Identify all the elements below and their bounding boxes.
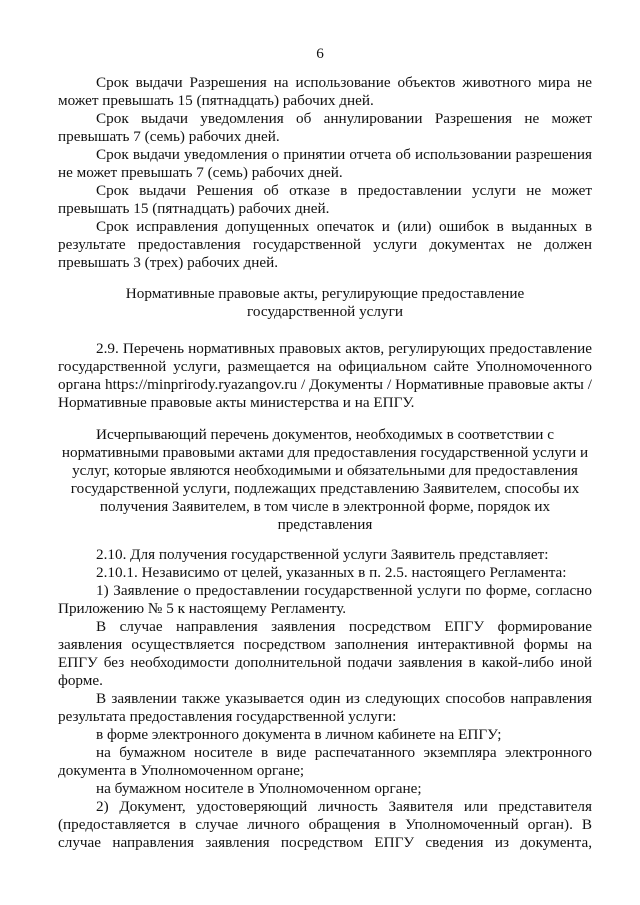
- section-heading: Нормативные правовые акты, регулирующие предоставление: [125, 285, 525, 302]
- paragraph-line: 2.9. Перечень нормативных правовых актов, регулирующих предоставление: [96, 340, 592, 357]
- paragraph-line: В заявлении также указывается один из следующих способов направления: [96, 690, 592, 707]
- paragraph-line: результате предоставления государственной услуги документах не должен: [58, 236, 592, 253]
- paragraph-line: 2.10. Для получения государственной услуги Заявитель представляет:: [96, 546, 549, 563]
- paragraph-line: Срок выдачи уведомления об аннулировании Разрешения не может: [96, 110, 592, 127]
- page-number: 6: [316, 45, 324, 62]
- paragraph-line: государственной услуги, размещается на официальном сайте Уполномоченного: [58, 358, 592, 375]
- paragraph-line: заявления осуществляется посредством заполнения интерактивной формы на: [58, 636, 592, 653]
- paragraph-line: случае направления заявления посредством ЕПГУ сведения из документа,: [58, 834, 592, 851]
- paragraph-line: результата предоставления государственной услуги:: [58, 708, 397, 725]
- paragraph-line: превышать 7 (семь) рабочих дней.: [58, 128, 280, 145]
- paragraph-line: форме.: [58, 672, 103, 689]
- section-heading: получения Заявителем, в том числе в электронной форме, порядок их: [99, 498, 551, 515]
- paragraph-line: 1) Заявление о предоставлении государственной услуги по форме, согласно: [96, 582, 592, 599]
- list-item: на бумажном носителе в Уполномоченном органе;: [96, 780, 422, 797]
- paragraph-line: ЕПГУ без необходимости дополнительной подачи заявления в какой-либо иной: [58, 654, 592, 671]
- paragraph-line: Приложению № 5 к настоящему Регламенту.: [58, 600, 347, 617]
- section-heading: государственной услуги, подлежащих представлению Заявителем, способы их: [70, 480, 580, 497]
- section-heading: государственной услуги: [247, 303, 403, 320]
- paragraph-line: Срок исправления допущенных опечаток и (или) ошибок в выданных в: [96, 218, 592, 235]
- paragraph-line: 2) Документ, удостоверяющий личность Заявителя или представителя: [96, 798, 592, 815]
- paragraph-line: 2.10.1. Независимо от целей, указанных в п. 2.5. настоящего Регламента:: [96, 564, 567, 581]
- list-item: на бумажном носителе в виде распечатанного экземпляра электронного: [96, 744, 592, 761]
- paragraph-line: органа https://minprirody.ryazangov.ru / Документы / Нормативные правовые акты /: [58, 376, 592, 393]
- paragraph-line: Срок выдачи Разрешения на использование объектов животного мира не: [96, 74, 592, 91]
- paragraph-line: В случае направления заявления посредством ЕПГУ формирование: [96, 618, 592, 635]
- section-heading: нормативными правовыми актами для предоставления государственной услуги и: [61, 444, 589, 461]
- paragraph-line: Срок выдачи уведомления о принятии отчета об использовании разрешения: [96, 146, 592, 163]
- paragraph-line: Нормативные правовые акты министерства и на ЕПГУ.: [58, 394, 415, 411]
- paragraph-line: превышать 15 (пятнадцать) рабочих дней.: [58, 200, 330, 217]
- paragraph-line: Срок выдачи Решения об отказе в предоставлении услуги не может: [96, 182, 592, 199]
- section-heading: Исчерпывающий перечень документов, необходимых в соответствии с: [96, 426, 554, 443]
- list-item: документа в Уполномоченном органе;: [58, 762, 305, 779]
- paragraph-line: не может превышать 7 (семь) рабочих дней.: [58, 164, 343, 181]
- paragraph-line: превышать 3 (трех) рабочих дней.: [58, 254, 279, 271]
- paragraph-line: может превышать 15 (пятнадцать) рабочих дней.: [58, 92, 374, 109]
- section-heading: представления: [277, 516, 373, 533]
- section-heading: услуг, которые являются необходимыми и обязательными для предоставления: [72, 462, 578, 479]
- paragraph-line: (предоставляется в случае личного обращения в Уполномоченный орган). В: [58, 816, 592, 833]
- list-item: в форме электронного документа в личном кабинете на ЕПГУ;: [96, 726, 502, 743]
